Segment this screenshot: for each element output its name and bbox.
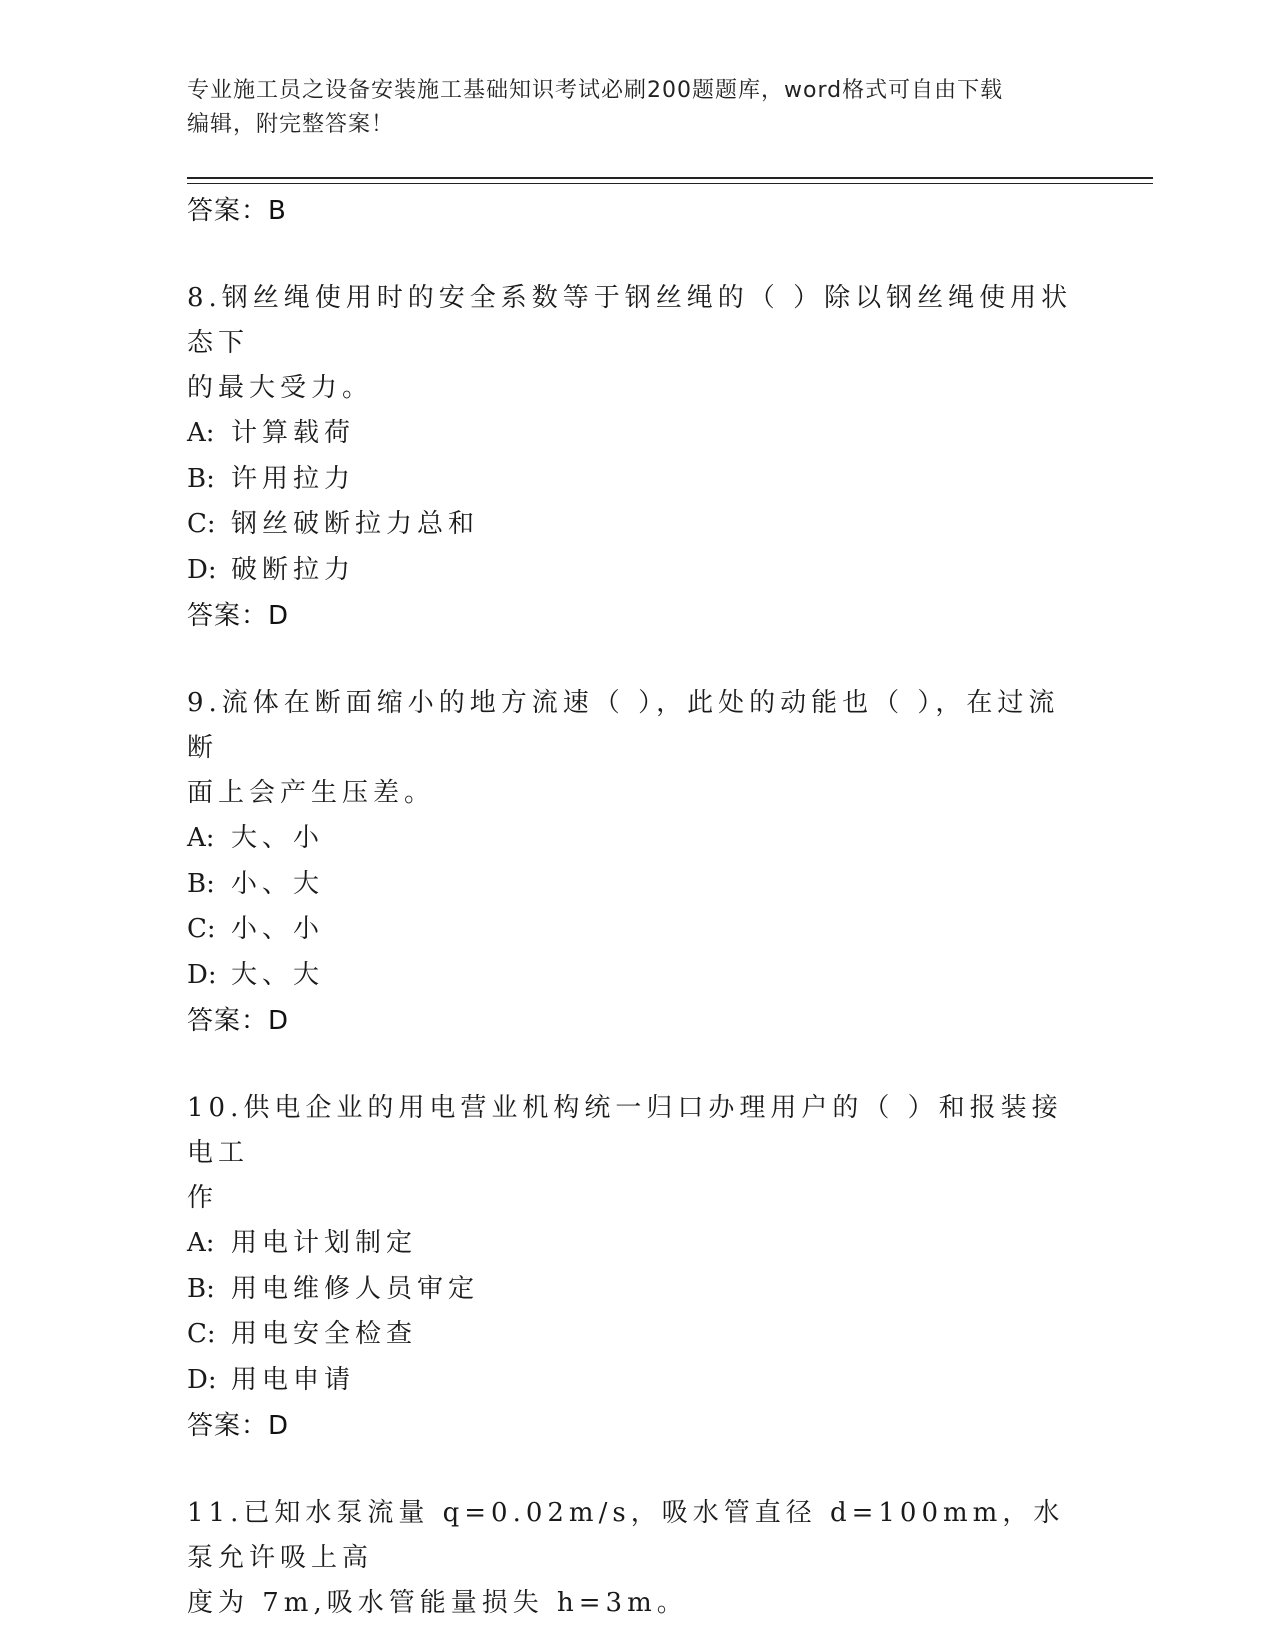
option-key: A: [187,1228,215,1258]
stem-line: 度为 7m,吸水管能量损失 h=3m。 [187,1588,688,1618]
option-d [187,548,1087,594]
question-list [187,188,1087,1626]
option-key: D: [187,554,217,585]
option-text: 小、小 [231,914,325,944]
option-text: 用电申请 [231,1364,356,1395]
option-text: 许用拉力 [231,463,356,494]
stem-line: 8.钢丝绳使用时的安全系数等于钢丝绳的（ ）除以钢丝绳使用状态下 [187,283,1073,358]
question-stem [187,276,1087,411]
option-text: 大、小 [231,823,325,853]
option-key: C: [187,1319,216,1349]
question-stem [187,681,1087,816]
option-key: A: [187,823,215,853]
option-text: 大、大 [231,959,325,990]
question-10 [187,1086,1087,1449]
option-key: C: [187,914,216,944]
option-key: C: [187,509,216,539]
header-line-1: 专业施工员之设备安装施工基础知识考试必刷200题题库，word格式可自由下载 [187,78,1004,103]
option-key: A: [187,418,215,448]
question-9 [187,681,1087,1044]
option-text: 用电维修人员审定 [231,1273,480,1304]
page-header [187,74,1087,142]
question-8 [187,276,1087,639]
stem-line: 10.供电企业的用电营业机构统一归口办理用户的（ ）和报装接电工 [187,1093,1063,1168]
stem-line: 9.流体在断面缩小的地方流速（ ），此处的动能也（ ），在过流断 [187,688,1060,763]
option-key: D: [187,959,217,990]
answer-line: 答案：D [187,601,290,631]
question-11 [187,1491,1087,1626]
option-c [187,907,1087,953]
option-text: 钢丝破断拉力总和 [231,509,480,539]
option-b [187,862,1087,908]
header-line-2: 编辑，附完整答案！ [187,112,395,137]
option-a [187,411,1087,457]
answer-line-q7: 答案：B [187,196,287,226]
option-c [187,1312,1087,1358]
option-text: 破断拉力 [231,554,356,585]
option-key: B: [187,868,215,899]
option-key: D: [187,1364,217,1395]
question-stem [187,1086,1087,1221]
option-text: 用电安全检查 [231,1319,418,1349]
stem-line: 作 [187,1183,219,1213]
stem-line: 11.已知水泵流量 q=0.02m/s，吸水管直径 d=100mm，水泵允许吸上高 [187,1498,1065,1573]
option-d [187,953,1087,999]
option-key: B: [187,1273,215,1304]
option-c [187,502,1087,548]
answer-line: 答案：D [187,1006,290,1036]
stem-line: 的最大受力。 [187,373,374,403]
option-text: 小、大 [231,868,325,899]
option-a [187,816,1087,862]
answer-line: 答案：D [187,1411,290,1441]
option-b [187,1267,1087,1313]
option-key: B: [187,463,215,494]
option-text: 计算载荷 [231,418,356,448]
option-text: 用电计划制定 [231,1228,418,1258]
header-double-rule [187,177,1153,184]
option-a [187,1221,1087,1267]
option-b [187,457,1087,503]
stem-line: 面上会产生压差。 [187,778,436,808]
option-d [187,1358,1087,1404]
question-stem [187,1491,1087,1626]
